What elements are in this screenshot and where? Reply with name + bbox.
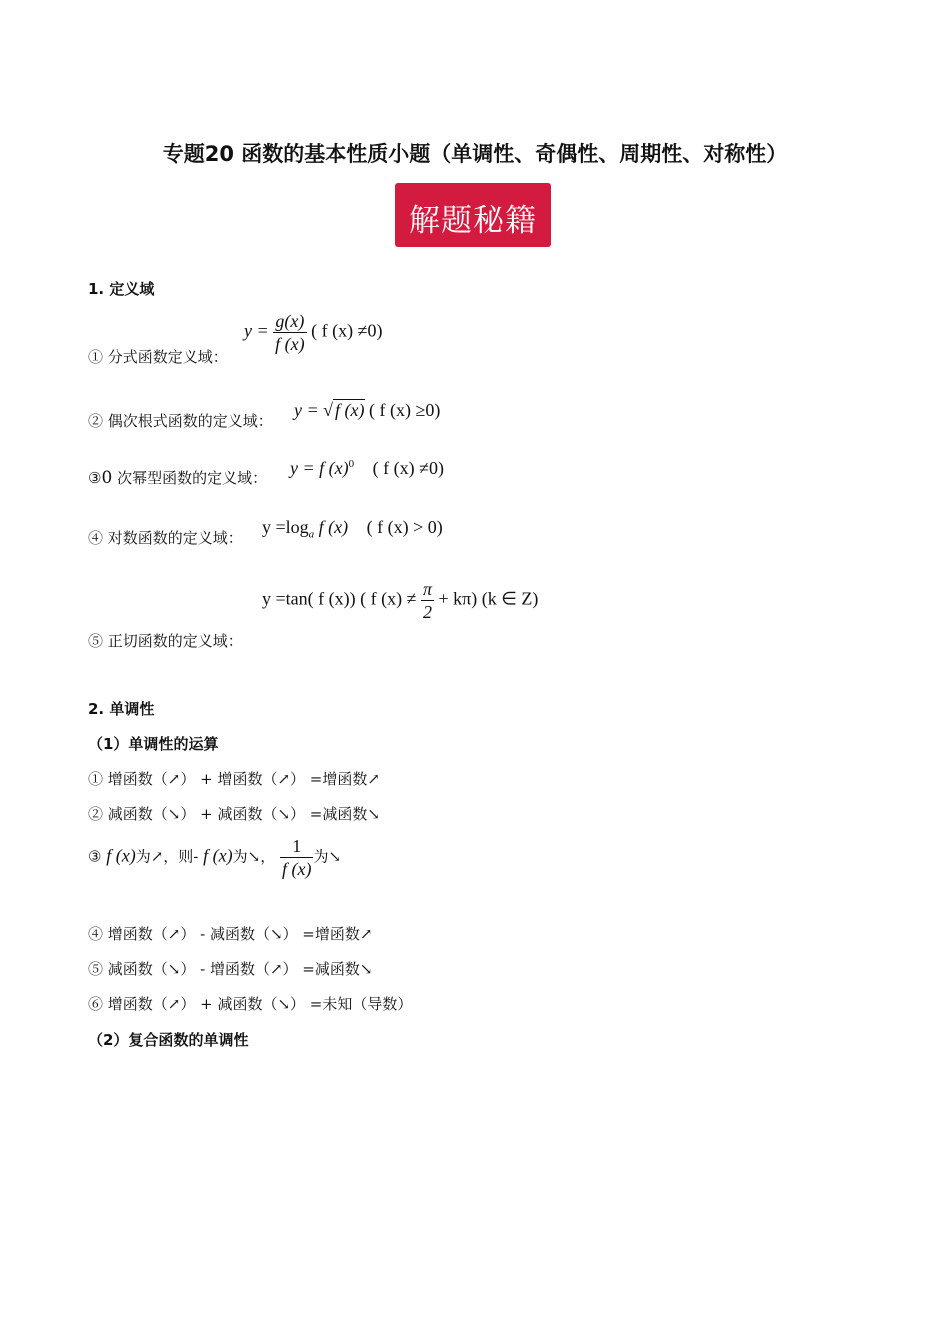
section-heading-monotonicity: 2. 单调性 [88, 700, 155, 718]
rule-2: ② 减函数（↘） + 减函数（↘） =减函数↘ [88, 805, 380, 823]
rule-3: ③ f (x)为↗，则- f (x)为↘， $\frac{1}{f (x)}$ 为↘ [88, 836, 342, 879]
section-heading-domain: 1. 定义域 [88, 280, 155, 298]
rule-4: ④ 增函数（↗） - 减函数（↘） =增函数↗ [88, 925, 373, 943]
fraction: $\frac{\pi}{2}$ [422, 579, 432, 622]
rule-1: ① 增函数（↗） + 增函数（↗） =增函数↗ [88, 770, 380, 788]
rule-6: ⑥ 增函数（↗） + 减函数（↘） =未知（导数） [88, 995, 413, 1013]
fraction: $\frac{g(x)}{f (x)}$ [275, 311, 305, 354]
domain-item-5-label: ⑤ 正切函数的定义域： [88, 632, 243, 650]
subheading-composite: （2）复合函数的单调性 [88, 1031, 249, 1049]
stamp-badge [395, 183, 551, 247]
domain-item-4-formula: $y =\log_a$ f (x) ( f (x) > 0) [262, 517, 443, 541]
fraction: $\frac{1}{f (x)}$ [282, 836, 312, 879]
domain-item-1-formula: y = $\frac{g(x)}{f (x)}$ ( f (x) ≠0) [244, 311, 383, 354]
domain-item-3-formula: y = f $(x)^0$ ( f (x) ≠0) [290, 458, 444, 478]
domain-item-2-formula: y = √ f (x) ( f (x) ≥0) [294, 400, 441, 420]
domain-item-4-label: ④ 对数函数的定义域： [88, 529, 243, 547]
domain-item-1-label: ① 分式函数定义域： [88, 348, 228, 366]
subheading-operations: （1）单调性的运算 [88, 735, 219, 753]
rule-5: ⑤ 减函数（↘） - 增函数（↗） =减函数↘ [88, 960, 373, 978]
domain-item-5-formula: y =tan( f (x)) ( f (x) ≠ $\frac{\pi}{2}$ + kπ) (k ∈ Z) [262, 579, 539, 622]
domain-item-2-label: ② 偶次根式函数的定义域： [88, 412, 273, 430]
page-title: 专题20 函数的基本性质小题（单调性、奇偶性、周期性、对称性） [162, 142, 788, 166]
stamp-label: 解题秘籍 [409, 203, 537, 239]
domain-item-3-label: ③0 次幂型函数的定义域： [88, 468, 268, 488]
